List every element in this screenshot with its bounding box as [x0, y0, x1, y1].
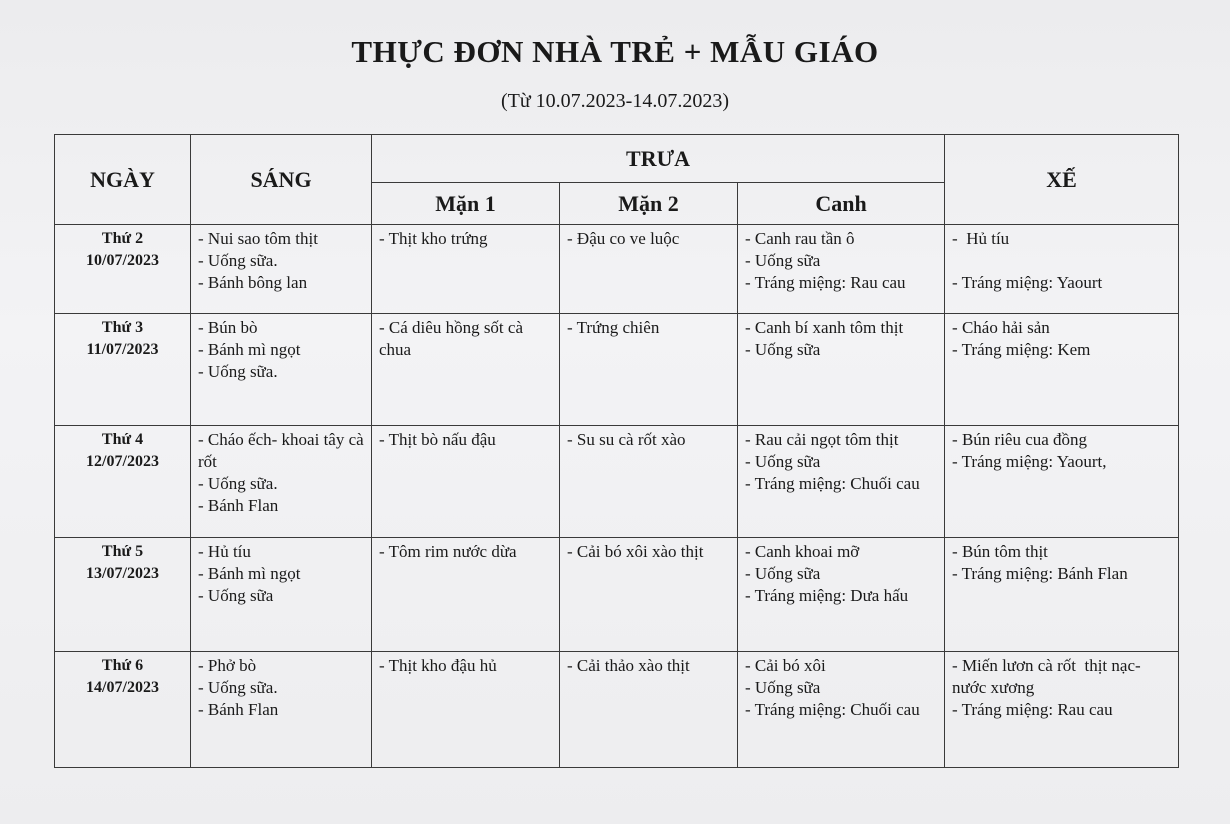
menu-item: - Cải bó xôi	[745, 656, 826, 675]
day-cell	[55, 426, 191, 538]
menu-item: - Bún bò	[198, 318, 258, 337]
menu-item: - Canh bí xanh tôm thịt	[745, 318, 904, 337]
menu-item: - Tráng miệng: Yaourt,	[952, 452, 1107, 471]
menu-item: - Bánh Flan	[198, 496, 279, 515]
menu-item: - Đậu co ve luộc	[567, 229, 680, 248]
menu-item: - Hủ tíu	[952, 229, 1010, 248]
canh-cell	[738, 426, 945, 538]
menu-item: - Bánh mì ngọt	[198, 340, 301, 359]
menu-item: - Uống sữa	[745, 452, 821, 471]
menu-item: - Bún riêu cua đồng	[952, 430, 1088, 449]
menu-item	[952, 250, 1171, 272]
menu-item: - Uống sữa.	[198, 362, 278, 381]
menu-item: - Tráng miệng: Yaourt	[952, 273, 1103, 292]
morning-cell	[191, 314, 372, 426]
canh-cell	[738, 538, 945, 652]
morning-cell	[191, 538, 372, 652]
morning-cell	[191, 426, 372, 538]
menu-item: - Cải thảo xào thịt	[567, 656, 690, 675]
menu-item: - Bún tôm thịt	[952, 542, 1048, 561]
man1-cell	[372, 538, 560, 652]
day-cell	[55, 538, 191, 652]
man2-cell	[560, 314, 738, 426]
menu-item: - Tráng miệng: Kem	[952, 340, 1091, 359]
menu-item: - Tôm rim nước dừa	[379, 542, 517, 561]
header-man2: Mặn 2	[560, 183, 738, 225]
menu-item: - Uống sữa	[745, 678, 821, 697]
menu-item: - Nui sao tôm thịt	[198, 229, 318, 248]
canh-cell	[738, 652, 945, 768]
man1-cell	[372, 652, 560, 768]
man1-cell	[372, 314, 560, 426]
menu-item: - Uống sữa.	[198, 474, 278, 493]
header-man1: Mặn 1	[372, 183, 560, 225]
table-row	[55, 314, 1179, 426]
man2-cell	[560, 538, 738, 652]
weekday-label: Thứ 5	[101, 543, 144, 560]
header-afternoon: XẾ	[945, 135, 1179, 225]
man1-cell	[372, 426, 560, 538]
canh-cell	[738, 225, 945, 314]
weekday-label: Thứ 4	[101, 431, 144, 448]
man1-cell	[372, 225, 560, 314]
man2-cell	[560, 652, 738, 768]
menu-item: - Bánh mì ngọt	[198, 564, 301, 583]
table-row	[55, 225, 1179, 314]
menu-item: - Rau cải ngọt tôm thịt	[745, 430, 899, 449]
table-row	[55, 426, 1179, 538]
menu-table	[54, 134, 1179, 768]
header-day: NGÀY	[55, 135, 191, 225]
menu-item: - Hủ tíu	[198, 542, 251, 561]
header-morning: SÁNG	[191, 135, 372, 225]
day-cell	[55, 652, 191, 768]
menu-item: - Canh rau tần ô	[745, 229, 855, 248]
man2-cell	[560, 426, 738, 538]
weekday-label: Thứ 6	[101, 657, 144, 674]
menu-item: - Uống sữa.	[198, 251, 278, 270]
date-label: 10/07/2023	[86, 252, 159, 269]
menu-item: - Cháo hải sản	[952, 318, 1050, 337]
weekday-label: Thứ 3	[101, 319, 144, 336]
canh-cell	[738, 314, 945, 426]
table-row	[55, 652, 1179, 768]
menu-item: - Canh khoai mỡ	[745, 542, 860, 561]
morning-cell	[191, 225, 372, 314]
date-label: 11/07/2023	[86, 341, 159, 358]
menu-item: - Tráng miệng: Rau cau	[952, 700, 1113, 719]
menu-item: - Cải bó xôi xào thịt	[567, 542, 704, 561]
menu-item: - Tráng miệng: Chuối cau	[745, 474, 920, 493]
day-cell	[55, 225, 191, 314]
menu-item: - Cháo ếch- khoai tây cà rốt	[198, 430, 368, 471]
afternoon-cell	[945, 314, 1179, 426]
afternoon-cell	[945, 538, 1179, 652]
weekday-label: Thứ 2	[101, 230, 144, 247]
date-label: 13/07/2023	[86, 565, 159, 582]
menu-item: - Cá diêu hồng sốt cà chua	[379, 318, 528, 359]
menu-item: - Miến lươn cà rốt thịt nạc- nước xương	[952, 656, 1145, 697]
menu-item: - Phở bò	[198, 656, 257, 675]
day-cell	[55, 314, 191, 426]
menu-item: - Bánh bông lan	[198, 273, 308, 292]
page-title: THỰC ĐƠN NHÀ TRẺ + MẪU GIÁO	[351, 34, 879, 69]
table-row	[55, 538, 1179, 652]
menu-item: - Thịt bò nấu đậu	[379, 430, 496, 449]
menu-body	[55, 225, 1179, 768]
morning-cell	[191, 652, 372, 768]
afternoon-cell	[945, 225, 1179, 314]
date-label: 14/07/2023	[86, 679, 159, 696]
menu-item: - Uống sữa	[198, 586, 274, 605]
menu-item: - Thịt kho đậu hủ	[379, 656, 497, 675]
afternoon-cell	[945, 426, 1179, 538]
header-canh: Canh	[738, 183, 945, 225]
man2-cell	[560, 225, 738, 314]
header-lunch: TRƯA	[372, 135, 945, 183]
menu-item: - Uống sữa.	[198, 678, 278, 697]
menu-item: - Tráng miệng: Dưa hấu	[745, 586, 909, 605]
menu-item: - Bánh Flan	[198, 700, 279, 719]
menu-item: - Tráng miệng: Rau cau	[745, 273, 906, 292]
date-range: (Từ 10.07.2023-14.07.2023)	[500, 90, 730, 112]
menu-item: - Uống sữa	[745, 251, 821, 270]
date-label: 12/07/2023	[86, 453, 159, 470]
menu-item: - Uống sữa	[745, 340, 821, 359]
menu-item: - Tráng miệng: Chuối cau	[745, 700, 920, 719]
menu-item: - Thịt kho trứng	[379, 229, 488, 248]
afternoon-cell	[945, 652, 1179, 768]
menu-item: - Uống sữa	[745, 564, 821, 583]
menu-item: - Tráng miệng: Bánh Flan	[952, 564, 1128, 583]
menu-item: - Trứng chiên	[567, 318, 660, 337]
menu-item: - Su su cà rốt xào	[567, 430, 686, 449]
